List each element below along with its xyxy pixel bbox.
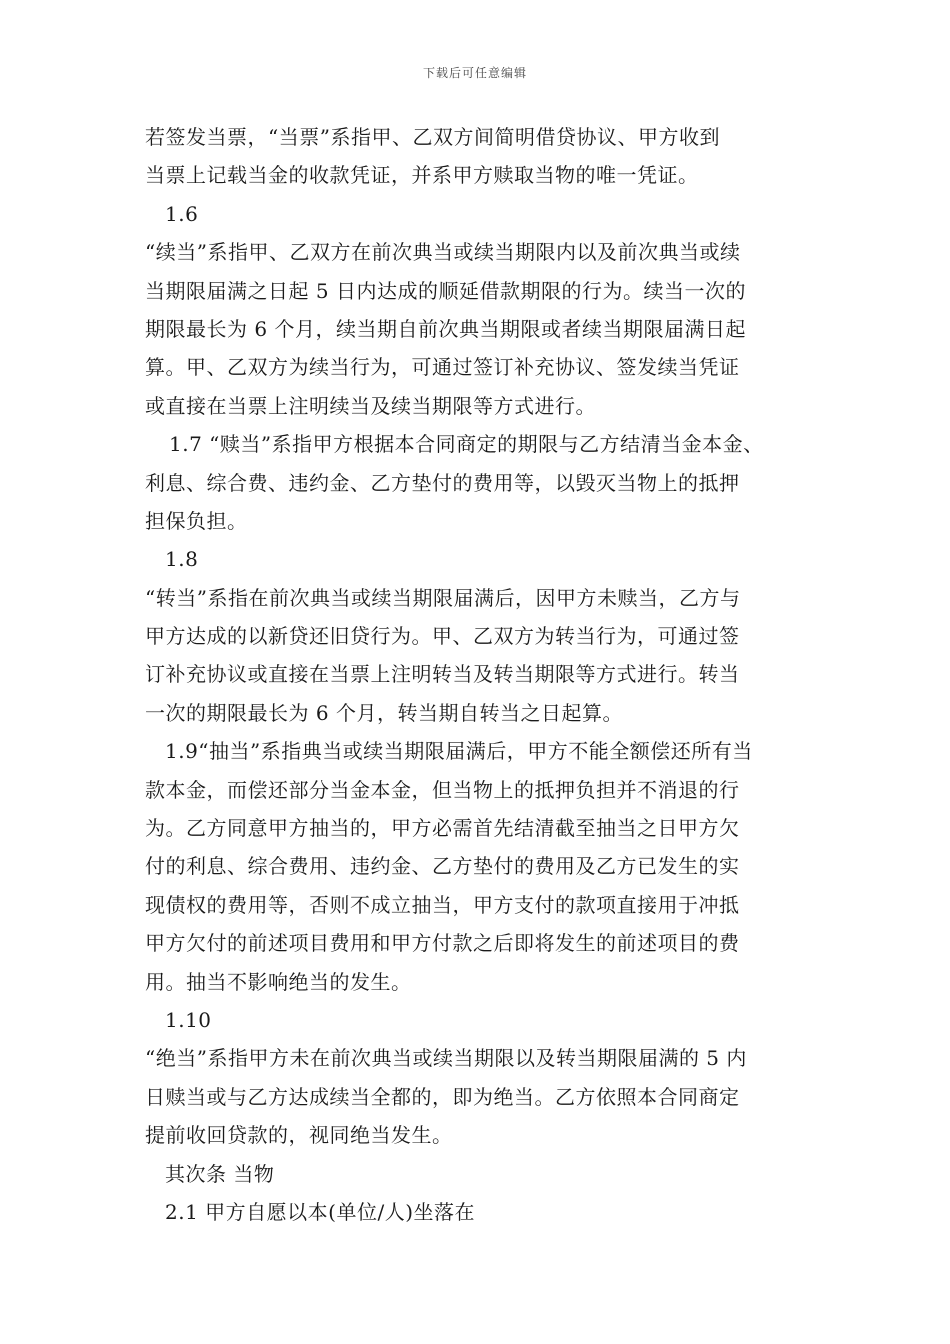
paragraph-line: 2.1 甲方自愿以本(单位/人)坐落在 <box>165 1199 476 1224</box>
paragraph-line: 1.9“抽当”系指典当或续当期限届满后，甲方不能全额偿还所有当 <box>165 739 753 764</box>
section-number: 1.8 <box>165 547 199 572</box>
paragraph-line: 现债权的费用等，否则不成立抽当，甲方支付的款项直接用于冲抵 <box>145 892 740 917</box>
paragraph-line: 订补充协议或直接在当票上注明转当及转当期限等方式进行。转当 <box>145 662 740 687</box>
paragraph-line: “转当”系指在前次典当或续当期限届满后，因甲方未赎当，乙方与 <box>145 585 741 610</box>
paragraph-line: 期限最长为 6 个月，续当期自前次典当期限或者续当期限届满日起 <box>145 316 746 341</box>
paragraph-line: 若签发当票，“当票”系指甲、乙双方间简明借贷协议、甲方收到 <box>145 125 720 149</box>
paragraph-line: “绝当”系指甲方未在前次典当或续当期限以及转当期限届满的 5 内 <box>145 1046 747 1071</box>
paragraph-line: 甲方达成的以新贷还旧贷行为。甲、乙双方为转当行为，可通过签 <box>145 624 740 649</box>
paragraph-line: 或直接在当票上注明续当及续当期限等方式进行。 <box>145 393 596 418</box>
paragraph-line: “续当”系指甲、乙双方在前次典当或续当期限内以及前次典当或续 <box>145 240 741 265</box>
paragraph-line: 1.7 “赎当”系指甲方根据本合同商定的期限与乙方结清当金本金、 <box>169 432 764 457</box>
paragraph-line: 当期限届满之日起 5 日内达成的顺延借款期限的行为。续当一次的 <box>145 278 746 303</box>
section-number: 1.10 <box>165 1007 212 1032</box>
paragraph-line: 担保负担。 <box>145 508 248 533</box>
paragraph-line: 款本金，而偿还部分当金本金，但当物上的抵押负担并不消退的行 <box>145 777 740 802</box>
document-body <box>145 118 835 1231</box>
paragraph-line: 利息、综合费、违约金、乙方垫付的费用等，以毁灭当物上的抵押 <box>145 470 740 495</box>
paragraph-line: 为。乙方同意甲方抽当的，甲方必需首先结清截至抽当之日甲方欠 <box>145 816 740 841</box>
paragraph-line: 一次的期限最长为 6 个月，转当期自转当之日起算。 <box>145 700 623 725</box>
page-header: 下载后可任意编辑 <box>422 66 527 80</box>
paragraph-line: 算。甲、乙双方为续当行为，可通过签订补充协议、签发续当凭证 <box>145 355 740 380</box>
paragraph-line: 付的利息、综合费用、违约金、乙方垫付的费用及乙方已发生的实 <box>145 854 740 879</box>
paragraph-line: 当票上记载当金的收款凭证，并系甲方赎取当物的唯一凭证。 <box>145 163 699 188</box>
paragraph-line: 用。抽当不影响绝当的发生。 <box>145 969 412 994</box>
paragraph-line: 提前收回贷款的，视同绝当发生。 <box>145 1123 453 1148</box>
section-number: 1.6 <box>165 201 199 226</box>
paragraph-line: 日赎当或与乙方达成续当全都的，即为绝当。乙方依照本合同商定 <box>145 1084 740 1109</box>
paragraph-line: 甲方欠付的前述项目费用和甲方付款之后即将发生的前述项目的费 <box>145 931 740 956</box>
article-heading: 其次条 当物 <box>165 1161 275 1186</box>
